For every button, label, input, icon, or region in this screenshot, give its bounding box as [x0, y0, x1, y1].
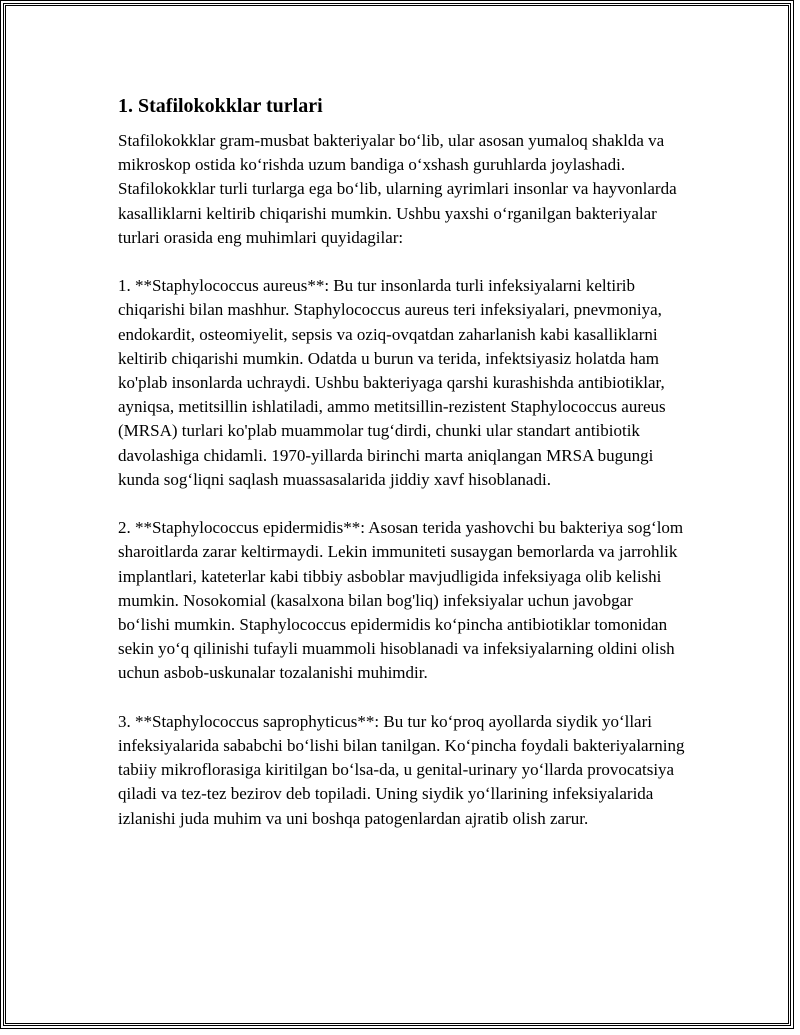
section-heading: 1. Stafilokokklar turlari — [118, 95, 323, 117]
paragraph-staphylococcus-epidermidis: 2. **Staphylococcus epidermidis**: Asosan terida yashovchi bu bakteriya sog‘lom sharoitlarda zarar keltirmaydi. Lekin immuniteti susaygan bemorlarda va jarrohlik implantlari, kateterlar kabi tibbiy asboblar mavjudligida infeksiyaga olib kelishi mumkin. Nosokomial (kasalxona bilan bog'liq) infeksiyalar uchun javobgar bo‘lishi mumkin. Staphylococcus epidermidis ko‘pincha antibiotiklar tomonidan sekin yo‘q qilinishi tufayli muammoli hisoblanadi va infeksiyalarning oldini olish uchun asbob-uskunalar tozalanishi muhimdir. — [118, 518, 684, 683]
paragraph-staphylococcus-aureus: 1. **Staphylococcus aureus**: Bu tur insonlarda turli infeksiyalarni keltirib chiqarishi bilan mashhur. Staphylococcus aureus teri infeksiyalari, pnevmoniya, endokardit, osteomiyelit, sepsis va oziq-ovqatdan zaharlanish kabi kasalliklarni keltirib chiqarishi mumkin. Odatda u burun va terida, infektsiyasiz holatda ham ko'plab insonlarda uchraydi. Ushbu bakteriyaga qarshi kurashishda antibiotiklar, ayniqsa, metitsillin ishlatiladi, ammo metitsillin-rezistent Staphylococcus aureus (MRSA) turlari ko'plab muammolar tug‘dirdi, chunki ular standart antibiotik davolashiga chidamli. 1970-yillarda birinchi marta aniqlangan MRSA bugungi kunda sog‘liqni saqlash muassasalarida jiddiy xavf hisoblanadi. — [118, 276, 666, 489]
intro-paragraph: Stafilokokklar gram-musbat bakteriyalar bo‘lib, ular asosan yumaloq shaklda va mikroskop ostida ko‘rishda uzum bandiga o‘xshash guruhlarda joylashadi. Stafilokokklar turli turlarga ega bo‘lib, ularning ayrimlari insonlar va hayvonlarda kasalliklarni keltirib chiqarishi mumkin. Ushbu yaxshi o‘rganilgan bakteriyalar turlari orasida eng muhimlari quyidagilar: — [118, 131, 677, 247]
paragraph-staphylococcus-saprophyticus: 3. **Staphylococcus saprophyticus**: Bu tur ko‘proq ayollarda siydik yo‘llari infeksiyalarida sababchi bo‘lishi bilan tanilgan. Ko‘pincha foydali bakteriyalarning tabiiy mikroflorasiga kiritilgan bo‘lsa-da, u genital-urinary yo‘llarda provocatsiya qiladi va tez-tez bezirov deb topiladi. Uning siydik yo‘llarining infeksiyalarida izlanishi juda muhim va uni boshqa patogenlardan ajratib olish zarur. — [118, 711, 685, 828]
document-body — [118, 93, 688, 855]
